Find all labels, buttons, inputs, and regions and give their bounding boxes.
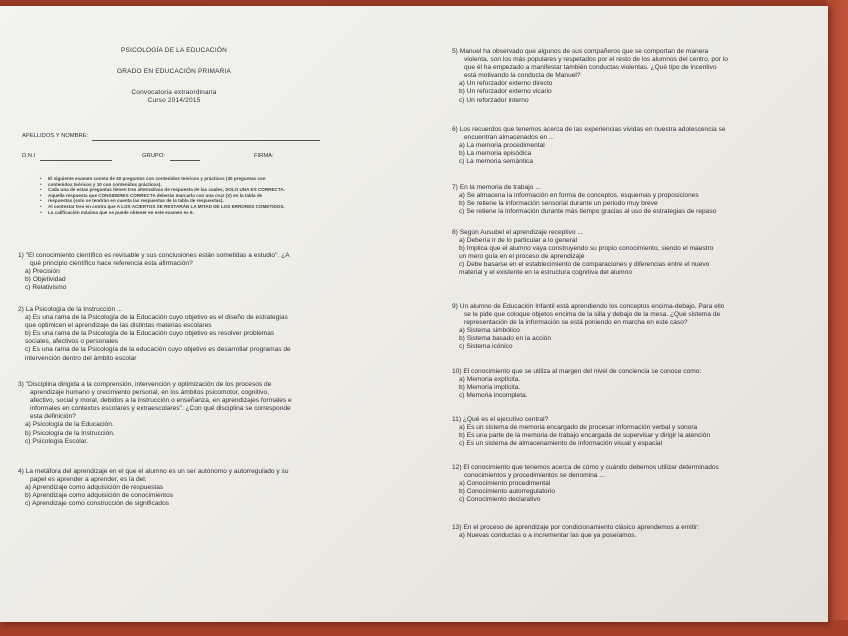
answer-option[interactable]: material y el existente en la estructura cognitiva del alumno — [459, 269, 632, 277]
answer-option[interactable]: b) Psicología de la Instrucción. — [25, 429, 115, 437]
question-stem: informales en contextos escolares y extraescolares". ¿Con qué disciplina se corresponde — [30, 405, 291, 413]
answer-option[interactable]: a) Memoria explícita. — [459, 376, 521, 384]
question-3 — [18, 381, 340, 446]
exam-paper — [0, 6, 828, 622]
question-9 — [452, 303, 792, 352]
answer-option[interactable]: c) Debe basarse en el establecimiento de comparaciones y diferencias entre el nuevo — [459, 261, 710, 269]
question-8 — [452, 229, 792, 278]
question-12 — [452, 464, 792, 504]
answer-option[interactable]: b) Memoria implícita. — [459, 384, 521, 392]
question-stem: representación de la información se está poniendo en marcha en este caso? — [464, 319, 688, 327]
question-stem: está motivando la conducta de Manuel? — [464, 72, 581, 80]
answer-option[interactable]: c) Es una rama de la Psicología de la educación cuyo objetivo es desarrollar programas de — [25, 346, 291, 354]
answer-option[interactable]: c) Es un sistema de almacenamiento de información visual y espacial — [459, 440, 663, 448]
instruction-line: • Aquella respuesta que CONSIDERES CORRECTA deberás marcarla con una cruz (X) en la tabla de — [40, 193, 370, 199]
answer-option[interactable]: b) Sistema basado en la acción — [459, 335, 552, 343]
question-stem: aprendizaje humano y crecimiento personal, en los ámbitos psicomotor, cognitivo, — [30, 389, 269, 397]
question-stem: papel es aprender a aprender, es la del: — [30, 476, 147, 484]
answer-option[interactable]: c) Psicología Escolar. — [25, 437, 89, 445]
answer-option[interactable]: c) Relativismo — [25, 284, 67, 292]
answer-option[interactable]: c) Aprendizaje como construcción de significados — [25, 500, 170, 508]
question-2 — [18, 306, 340, 363]
answer-option[interactable]: intervención dentro del ámbito escolar — [25, 354, 137, 362]
question-stem: 4) La metáfora del aprendizaje en el que el alumno es un ser autónomo y autorregulado y su — [18, 468, 289, 475]
exam-instructions — [40, 176, 370, 215]
answer-option[interactable]: a) Debería ir de lo particular a lo general — [459, 237, 578, 245]
question-stem: 9) Un alumno de Educación Infantil está aprendiendo los conceptos encima-debajo. Para ello — [452, 303, 725, 310]
instruction-line: • respuestas (solo se tendrán en cuenta las respuestas de la tabla de respuestas). — [40, 198, 370, 204]
exam-session: Convocatoria extraordinaria — [131, 89, 217, 96]
answer-option[interactable]: un mero guía en el proceso de aprendizaje — [459, 253, 585, 261]
question-stem: 12) El conocimiento que tenemos acerca de cómo y cuándo debemos utilizar determinados — [452, 464, 719, 471]
instruction-line: • La calificación máxima que se puede obtener en este examen es 6. — [40, 210, 370, 216]
answer-option[interactable]: b) Objetividad — [25, 276, 66, 284]
answer-option[interactable]: a) Un reforzador externo directo — [459, 80, 553, 88]
question-stem: violenta, son los más populares y respetados por el resto de los alumnos del centro, por lo — [464, 56, 728, 64]
answer-option[interactable]: b) Conocimiento autorregulatorio — [459, 488, 556, 496]
question-stem: se le pide que coloque objetos encima de la silla y debajo de la mesa. ¿Qué sistema de — [464, 311, 721, 319]
answer-option[interactable]: b) Aprendizaje como adquisición de conocimientos — [25, 492, 174, 500]
answer-option[interactable]: c) Se retiene la información durante más tiempo gracias al uso de estrategias de repaso — [459, 208, 717, 216]
desk-background-right — [826, 0, 848, 636]
answer-option[interactable]: a) Nuevas conductas o a incrementar las que ya poseíamos. — [459, 532, 637, 540]
question-stem: 7) En la memoria de trabajo ... — [452, 184, 541, 191]
answer-option[interactable]: a) Es un sistema de memoria encargado de procesar información verbal y sonora — [459, 424, 698, 432]
answer-option[interactable]: b) La memoria episódica — [459, 150, 532, 158]
answer-option[interactable]: c) Conocimiento declarativo — [459, 496, 541, 504]
question-stem: qué principio científico hace referencia esta afirmación? — [30, 260, 193, 268]
answer-option[interactable]: a) La memoria procedimental — [459, 142, 545, 150]
answer-option[interactable]: c) Un reforzador interno — [459, 96, 529, 104]
answer-option[interactable]: b) Es una rama de la Psicología de la Educación cuyo objetivo es resolver problemas — [25, 330, 275, 338]
question-11 — [452, 416, 792, 448]
desk-background-bottom — [0, 620, 848, 636]
exam-year: Curso 2014/2015 — [147, 97, 201, 104]
answer-option[interactable]: a) Aprendizaje como adquisición de respuestas — [25, 484, 164, 492]
answer-option[interactable]: b) Es una parte de la memoria de trabajo encargada de supervisar y dirigir la atención — [459, 432, 711, 440]
question-stem: esta definición? — [30, 413, 76, 421]
question-stem: 11) ¿Qué es el ejecutivo central? — [452, 416, 549, 423]
question-stem: 1) "El conocimiento científico es revisable y sus conclusiones están sometidas a estudio". ¿A — [18, 252, 290, 259]
dni-line[interactable] — [40, 160, 112, 161]
question-1 — [18, 252, 340, 292]
question-stem: 5) Manuel ha observado que algunos de sus compañeros que se comportan de manera — [452, 48, 709, 55]
answer-option[interactable]: c) Memoria incompleta. — [459, 392, 528, 400]
answer-option[interactable]: a) Es una rama de la Psicología de la Educación cuyo objetivo es el diseño de estrategias — [25, 314, 288, 322]
dni-label: D.N.I — [22, 153, 36, 159]
exam-subject: PSICOLOGÍA DE LA EDUCACIÓN — [121, 47, 227, 54]
answer-option[interactable]: a) Psicología de la Educación. — [25, 421, 114, 429]
instruction-line: • contenidos teóricos y 10 con contenidos prácticos). — [40, 182, 370, 188]
answer-option[interactable]: b) Un reforzador externo vicario — [459, 88, 552, 96]
group-label: GRUPO: — [142, 153, 165, 159]
question-stem: encuentran almacenados en ... — [464, 134, 555, 142]
surname-name-line[interactable] — [92, 140, 320, 141]
answer-option[interactable]: c) Sistema icónico — [459, 343, 513, 351]
question-stem: afectivo, social y moral, debidos a la instrucción o enseñanza, en aprendizajes formales e — [30, 397, 292, 405]
instruction-line: • El siguiente examen consta de 40 preguntas con contenidos teóricos y prácticos (30 preguntas con — [40, 176, 370, 182]
question-stem: que él ha empezado a manifestar también conductas violentas. ¿Qué tipo de incentivo — [464, 64, 717, 72]
answer-option[interactable]: que optimicen el aprendizaje de las distintas materias escolares — [25, 322, 212, 330]
question-stem: 10) El conocimiento que se utiliza al margen del nivel de conciencia se conoce como: — [452, 368, 702, 375]
question-stem: 8) Según Ausubel el aprendizaje receptivo ... — [452, 229, 583, 236]
question-6 — [452, 126, 792, 166]
surname-name-label: APELLIDOS Y NOMBRE: — [22, 133, 89, 139]
question-4 — [18, 468, 340, 508]
question-stem: 6) Los recuerdos que tenemos acerca de las experiencias vividas en nuestra adolescencia se — [452, 126, 726, 133]
answer-option[interactable]: a) Sistema simbólico — [459, 327, 520, 335]
answer-option[interactable]: b) Implica que el alumno vaya construyendo su propio conocimiento, siendo el maestro — [459, 245, 714, 253]
instruction-line: • Al contestar tres en contra que A LOS ACIERTOS SE RESTARÁN LA MITAD DE LOS ERRORES COMETIDOS. — [40, 204, 370, 210]
answer-option[interactable]: a) Se almacena la información en forma de conceptos, esquemas y proposiciones — [459, 192, 699, 200]
question-13 — [452, 524, 792, 540]
group-line[interactable] — [170, 160, 200, 161]
question-stem: conocimientos y procedimientos se denomina ... — [464, 472, 605, 480]
instruction-line: • Cada una de estas preguntas tienen tres alternativas de respuesta de las cuales, SOLO UNA ES CORRECTA. — [40, 187, 370, 193]
question-stem: 2) La Psicología de la Instrucción ... — [18, 306, 123, 313]
question-stem: 13) En el proceso de aprendizaje por condicionamiento clásico aprendemos a emitir: — [452, 524, 700, 531]
answer-option[interactable]: a) Conocimiento procedimental — [459, 480, 551, 488]
answer-option[interactable]: b) Se retiene la información sensorial durante un periodo muy breve — [459, 200, 658, 208]
signature-label: FIRMA: — [254, 153, 274, 159]
answer-option[interactable]: sociales, afectivos o personales — [25, 338, 119, 346]
question-10 — [452, 368, 792, 400]
answer-option[interactable]: c) La memoria semántica — [459, 158, 534, 166]
question-7 — [452, 184, 792, 216]
answer-option[interactable]: a) Precisión — [25, 268, 60, 276]
question-stem: 3) "Disciplina dirigida a la comprensión, intervención y optimización de los procesos de — [18, 381, 272, 388]
question-5 — [452, 48, 792, 105]
exam-degree: GRADO EN EDUCACIÓN PRIMARIA — [116, 68, 232, 75]
